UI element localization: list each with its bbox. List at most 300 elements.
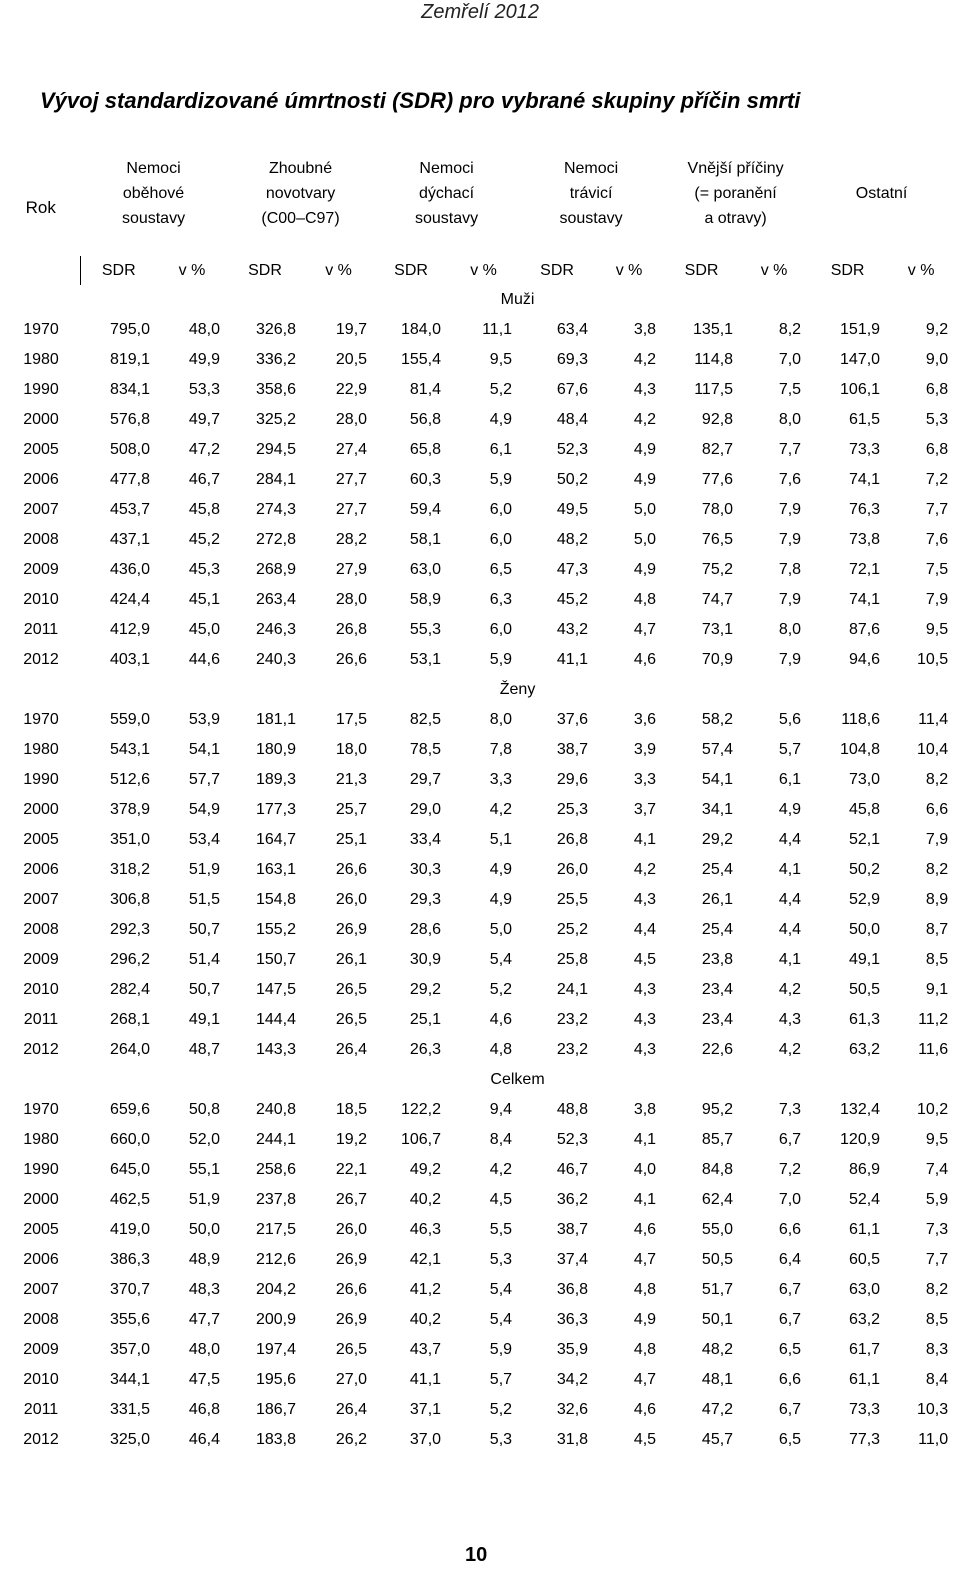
sdr-value: 122,2 bbox=[400, 1101, 442, 1118]
table-row bbox=[2, 315, 955, 345]
sdr-value: 61,1 bbox=[848, 1221, 881, 1238]
percent-value: 7,9 bbox=[925, 591, 949, 608]
sdr-value: 834,1 bbox=[109, 381, 150, 398]
category-label-line: soustavy bbox=[414, 209, 479, 227]
percent-value: 8,0 bbox=[778, 621, 802, 638]
percent-value: 8,4 bbox=[489, 1131, 513, 1148]
sdr-value: 42,1 bbox=[409, 1251, 442, 1268]
table-row bbox=[2, 405, 955, 435]
year-cell: 2008 bbox=[23, 1311, 59, 1328]
percent-value: 7,9 bbox=[778, 591, 802, 608]
table-row bbox=[2, 795, 955, 825]
table-row bbox=[2, 1395, 955, 1425]
percent-value: 11,0 bbox=[918, 1431, 949, 1448]
rok-label: Rok bbox=[25, 197, 56, 217]
table-row bbox=[2, 1425, 955, 1455]
percent-value: 27,9 bbox=[335, 561, 368, 578]
percent-value: 4,1 bbox=[633, 1131, 657, 1148]
sdr-value: 32,6 bbox=[556, 1401, 589, 1418]
sdr-value: 25,4 bbox=[701, 861, 734, 878]
sdr-value: 84,8 bbox=[701, 1161, 734, 1178]
sdr-value: 95,2 bbox=[701, 1101, 734, 1118]
percent-value: 3,8 bbox=[633, 1101, 657, 1118]
sdr-value: 351,0 bbox=[109, 831, 150, 848]
table-row bbox=[2, 1305, 955, 1335]
percent-value: 11,2 bbox=[918, 1011, 949, 1028]
percent-value: 46,4 bbox=[188, 1431, 221, 1448]
sdr-value: 212,6 bbox=[255, 1251, 297, 1268]
sdr-value: 52,4 bbox=[848, 1191, 881, 1208]
percent-value: 5,2 bbox=[489, 381, 513, 398]
sdr-value: 38,7 bbox=[556, 1221, 589, 1238]
sdr-value: 58,2 bbox=[701, 711, 734, 728]
year-cell: 1970 bbox=[23, 1101, 59, 1118]
year-cell: 2009 bbox=[23, 561, 59, 578]
sdr-value: 155,2 bbox=[255, 921, 297, 938]
percent-value: 48,0 bbox=[188, 1341, 221, 1358]
sdr-value: 29,2 bbox=[409, 981, 442, 998]
sdr-value: 31,8 bbox=[556, 1431, 589, 1448]
percent-value: 6,4 bbox=[778, 1251, 802, 1268]
sdr-value: 56,8 bbox=[409, 411, 442, 428]
percent-value: 19,2 bbox=[335, 1131, 368, 1148]
table-row bbox=[2, 1095, 955, 1125]
percent-value: 4,2 bbox=[778, 981, 802, 998]
sdr-value: 45,2 bbox=[556, 591, 589, 608]
sdr-value: 43,2 bbox=[556, 621, 589, 638]
percent-value: 6,0 bbox=[489, 621, 513, 638]
table-row bbox=[2, 615, 955, 645]
sdr-value: 512,6 bbox=[109, 771, 150, 788]
sdr-value: 197,4 bbox=[255, 1341, 297, 1358]
percent-value: 4,9 bbox=[633, 441, 657, 458]
sdr-value: 186,7 bbox=[255, 1401, 297, 1418]
category-label-line: Nemoci bbox=[419, 159, 474, 177]
sdr-value: 34,2 bbox=[556, 1371, 589, 1388]
percent-value: 7,9 bbox=[778, 501, 802, 518]
percent-value: 4,9 bbox=[489, 411, 513, 428]
percent-value: 17,5 bbox=[335, 711, 368, 728]
percent-value: 8,2 bbox=[925, 1281, 949, 1298]
percent-value: 48,0 bbox=[188, 321, 221, 338]
percent-value: 11,4 bbox=[918, 711, 949, 728]
sdr-value: 77,3 bbox=[848, 1431, 881, 1448]
percent-value: 4,9 bbox=[489, 891, 513, 908]
sdr-value: 296,2 bbox=[109, 951, 150, 968]
sdr-value: 164,7 bbox=[255, 831, 297, 848]
percent-value: 7,8 bbox=[489, 741, 513, 758]
year-cell: 2010 bbox=[23, 981, 59, 998]
percent-value: 4,2 bbox=[633, 411, 657, 428]
percent-value: 7,7 bbox=[925, 1251, 949, 1268]
table-row bbox=[2, 435, 955, 465]
sdr-value: 325,2 bbox=[255, 411, 297, 428]
sdr-value: 23,8 bbox=[701, 951, 734, 968]
year-cell: 1980 bbox=[23, 1131, 59, 1148]
sdr-value: 284,1 bbox=[255, 471, 297, 488]
percent-value: 53,3 bbox=[188, 381, 221, 398]
percent-value: 51,5 bbox=[188, 891, 221, 908]
percent-value: 45,0 bbox=[188, 621, 221, 638]
sdr-value: 268,1 bbox=[109, 1011, 150, 1028]
category-label-line: Nemoci bbox=[563, 159, 619, 177]
year-cell: 1970 bbox=[23, 711, 59, 728]
sdr-value: 61,1 bbox=[848, 1371, 881, 1388]
table-row bbox=[2, 345, 955, 375]
percent-value: 26,5 bbox=[335, 1011, 368, 1028]
sdr-value: 76,3 bbox=[848, 501, 881, 518]
percent-value: 10,4 bbox=[916, 741, 949, 758]
percent-value: 54,9 bbox=[188, 801, 221, 818]
percent-value: 52,0 bbox=[188, 1131, 221, 1148]
percent-value: 7,9 bbox=[925, 831, 949, 848]
category-label-line: a otravy) bbox=[704, 209, 767, 227]
table-row bbox=[2, 855, 955, 885]
percent-value: 5,0 bbox=[489, 921, 513, 938]
category-label-line: Zhoubné bbox=[268, 159, 333, 177]
sdr-value: 58,9 bbox=[409, 591, 442, 608]
sdr-value: 48,2 bbox=[701, 1341, 734, 1358]
percent-value: 10,2 bbox=[916, 1101, 949, 1118]
percent-value: 10,3 bbox=[916, 1401, 949, 1418]
percent-value: 20,5 bbox=[335, 351, 368, 368]
sdr-value: 23,2 bbox=[556, 1011, 589, 1028]
table-row bbox=[2, 885, 955, 915]
percent-value: 4,7 bbox=[633, 1371, 657, 1388]
table-row bbox=[2, 585, 955, 615]
sdr-value: 29,6 bbox=[556, 771, 589, 788]
percent-value: 45,1 bbox=[188, 591, 221, 608]
sdr-value: 358,6 bbox=[255, 381, 297, 398]
table-row bbox=[2, 945, 955, 975]
sdr-value: 54,1 bbox=[701, 771, 734, 788]
sdr-value: 49,2 bbox=[409, 1161, 442, 1178]
sdr-value: 419,0 bbox=[109, 1221, 150, 1238]
percent-value: 4,2 bbox=[489, 1161, 513, 1178]
category-label-line: oběhové bbox=[122, 184, 185, 202]
table-row bbox=[2, 1125, 955, 1155]
year-cell: 2008 bbox=[23, 531, 59, 548]
sdr-value: 37,4 bbox=[556, 1251, 589, 1268]
percent-value: 51,4 bbox=[188, 951, 221, 968]
sdr-value: 63,2 bbox=[848, 1311, 881, 1328]
sdr-value: 62,4 bbox=[701, 1191, 734, 1208]
sdr-value: 659,6 bbox=[109, 1101, 150, 1118]
percent-value: 26,1 bbox=[335, 951, 368, 968]
percent-subheader: v % bbox=[325, 261, 352, 279]
sdr-value: 183,8 bbox=[255, 1431, 297, 1448]
sdr-value: 77,6 bbox=[701, 471, 734, 488]
sdr-value: 63,4 bbox=[556, 321, 589, 338]
sdr-value: 378,9 bbox=[109, 801, 150, 818]
sdr-value: 25,8 bbox=[556, 951, 589, 968]
sdr-value: 61,3 bbox=[848, 1011, 881, 1028]
percent-value: 6,1 bbox=[489, 441, 513, 458]
sdr-value: 274,3 bbox=[255, 501, 297, 518]
percent-value: 22,1 bbox=[335, 1161, 368, 1178]
percent-value: 27,7 bbox=[335, 501, 368, 518]
sdr-value: 41,1 bbox=[409, 1371, 442, 1388]
percent-value: 50,8 bbox=[188, 1101, 221, 1118]
year-cell: 2012 bbox=[23, 651, 59, 668]
percent-value: 4,7 bbox=[633, 621, 657, 638]
sdr-value: 23,2 bbox=[556, 1041, 589, 1058]
percent-value: 26,9 bbox=[335, 1251, 368, 1268]
percent-subheader: v % bbox=[760, 261, 788, 279]
sdr-value: 30,9 bbox=[409, 951, 442, 968]
sdr-value: 74,1 bbox=[848, 591, 881, 608]
percent-value: 4,1 bbox=[778, 861, 802, 878]
sdr-value: 25,2 bbox=[556, 921, 589, 938]
percent-value: 3,3 bbox=[489, 771, 513, 788]
percent-value: 45,3 bbox=[188, 561, 221, 578]
sdr-value: 26,1 bbox=[701, 891, 734, 908]
sdr-value: 326,8 bbox=[255, 321, 297, 338]
sdr-value: 336,2 bbox=[255, 351, 297, 368]
percent-value: 4,3 bbox=[633, 981, 657, 998]
sdr-value: 282,4 bbox=[109, 981, 150, 998]
percent-value: 45,2 bbox=[188, 531, 221, 548]
sdr-value: 268,9 bbox=[255, 561, 297, 578]
percent-value: 4,3 bbox=[633, 381, 657, 398]
year-cell: 1980 bbox=[23, 351, 59, 368]
sdr-value: 73,1 bbox=[701, 621, 734, 638]
percent-value: 4,6 bbox=[489, 1011, 513, 1028]
percent-value: 5,3 bbox=[925, 411, 949, 428]
category-label-line: novotvary bbox=[265, 184, 336, 202]
percent-value: 28,2 bbox=[335, 531, 368, 548]
sdr-value: 106,1 bbox=[840, 381, 881, 398]
year-cell: 2011 bbox=[23, 621, 59, 638]
category-header bbox=[374, 130, 519, 256]
percent-value: 22,9 bbox=[335, 381, 368, 398]
percent-value: 5,7 bbox=[489, 1371, 513, 1388]
sdr-value: 355,6 bbox=[109, 1311, 150, 1328]
percent-value: 54,1 bbox=[188, 741, 221, 758]
sdr-value: 70,9 bbox=[701, 651, 734, 668]
percent-value: 8,2 bbox=[925, 861, 949, 878]
percent-value: 7,3 bbox=[778, 1101, 802, 1118]
percent-value: 8,2 bbox=[778, 321, 802, 338]
sdr-value: 244,1 bbox=[255, 1131, 297, 1148]
percent-value: 26,6 bbox=[335, 651, 368, 668]
year-cell: 1990 bbox=[23, 771, 59, 788]
sdr-value: 37,6 bbox=[556, 711, 589, 728]
percent-value: 8,5 bbox=[925, 1311, 949, 1328]
category-header bbox=[663, 130, 808, 256]
percent-value: 11,1 bbox=[482, 321, 513, 338]
sdr-value: 508,0 bbox=[109, 441, 150, 458]
sdr-value: 51,7 bbox=[701, 1281, 734, 1298]
category-label-line: soustavy bbox=[559, 209, 623, 227]
sdr-value: 26,0 bbox=[556, 861, 589, 878]
sdr-value: 92,8 bbox=[701, 411, 734, 428]
percent-value: 9,0 bbox=[925, 351, 949, 368]
sdr-value: 28,6 bbox=[409, 921, 442, 938]
percent-value: 4,9 bbox=[633, 561, 657, 578]
sdr-value: 462,5 bbox=[109, 1191, 150, 1208]
sdr-value: 25,3 bbox=[556, 801, 589, 818]
percent-value: 25,1 bbox=[335, 831, 368, 848]
percent-value: 51,9 bbox=[188, 861, 221, 878]
year-cell: 2007 bbox=[23, 501, 59, 518]
sdr-value: 163,1 bbox=[255, 861, 297, 878]
table-row bbox=[2, 495, 955, 525]
percent-value: 50,0 bbox=[188, 1221, 221, 1238]
sdr-value: 795,0 bbox=[109, 321, 150, 338]
table-row bbox=[2, 555, 955, 585]
table-row bbox=[2, 1035, 955, 1065]
sdr-value: 645,0 bbox=[109, 1161, 150, 1178]
percent-value: 18,5 bbox=[335, 1101, 368, 1118]
percent-value: 3,7 bbox=[633, 801, 657, 818]
sdr-value: 73,3 bbox=[848, 1401, 881, 1418]
table-row bbox=[2, 825, 955, 855]
sdr-value: 189,3 bbox=[255, 771, 297, 788]
percent-value: 4,6 bbox=[633, 1221, 657, 1238]
percent-value: 46,8 bbox=[188, 1401, 221, 1418]
table-row bbox=[2, 705, 955, 735]
year-cell: 2008 bbox=[23, 921, 59, 938]
percent-value: 5,4 bbox=[489, 1281, 513, 1298]
percent-value: 7,7 bbox=[778, 441, 802, 458]
percent-value: 7,2 bbox=[778, 1161, 802, 1178]
percent-value: 7,3 bbox=[925, 1221, 949, 1238]
percent-value: 4,5 bbox=[489, 1191, 513, 1208]
sdr-value: 181,1 bbox=[255, 711, 297, 728]
percent-value: 6,7 bbox=[778, 1311, 802, 1328]
percent-value: 26,5 bbox=[335, 981, 368, 998]
sdr-value: 819,1 bbox=[109, 351, 150, 368]
sdr-value: 424,4 bbox=[109, 591, 150, 608]
percent-value: 18,0 bbox=[335, 741, 368, 758]
percent-value: 8,3 bbox=[925, 1341, 949, 1358]
category-header bbox=[519, 130, 663, 256]
percent-value: 26,9 bbox=[335, 921, 368, 938]
percent-value: 6,7 bbox=[778, 1401, 802, 1418]
sdr-value: 147,0 bbox=[840, 351, 881, 368]
sdr-value: 412,9 bbox=[109, 621, 150, 638]
sdr-value: 50,2 bbox=[556, 471, 589, 488]
percent-value: 11,6 bbox=[918, 1041, 949, 1058]
percent-value: 4,6 bbox=[633, 1401, 657, 1418]
sdr-value: 50,1 bbox=[701, 1311, 734, 1328]
year-cell: 2000 bbox=[23, 1191, 59, 1208]
sdr-value: 52,1 bbox=[848, 831, 881, 848]
sdr-value: 559,0 bbox=[109, 711, 150, 728]
percent-value: 9,2 bbox=[925, 321, 949, 338]
sdr-value: 81,4 bbox=[409, 381, 442, 398]
sdr-value: 150,7 bbox=[255, 951, 297, 968]
percent-value: 3,9 bbox=[633, 741, 657, 758]
sdr-value: 63,0 bbox=[409, 561, 442, 578]
percent-value: 4,2 bbox=[489, 801, 513, 818]
sdr-subheader: SDR bbox=[540, 261, 574, 279]
percent-value: 26,4 bbox=[335, 1401, 368, 1418]
sdr-value: 132,4 bbox=[840, 1101, 881, 1118]
percent-value: 7,6 bbox=[925, 531, 949, 548]
year-cell: 1970 bbox=[23, 321, 59, 338]
section-header-row bbox=[2, 675, 955, 705]
percent-value: 8,9 bbox=[925, 891, 949, 908]
percent-value: 4,2 bbox=[633, 351, 657, 368]
percent-value: 47,7 bbox=[188, 1311, 221, 1328]
year-cell: 2005 bbox=[23, 1221, 59, 1238]
percent-value: 6,6 bbox=[778, 1221, 802, 1238]
sdr-value: 52,9 bbox=[848, 891, 881, 908]
percent-value: 7,5 bbox=[778, 381, 802, 398]
sdr-value: 237,8 bbox=[255, 1191, 297, 1208]
percent-value: 4,6 bbox=[633, 651, 657, 668]
percent-value: 7,0 bbox=[778, 351, 802, 368]
sdr-value: 36,8 bbox=[556, 1281, 589, 1298]
sdr-value: 29,3 bbox=[409, 891, 442, 908]
percent-subheader: v % bbox=[907, 261, 935, 279]
percent-value: 5,2 bbox=[489, 981, 513, 998]
table-row bbox=[2, 1215, 955, 1245]
sdr-value: 240,3 bbox=[255, 651, 297, 668]
year-cell: 2012 bbox=[23, 1431, 59, 1448]
sdr-value: 306,8 bbox=[109, 891, 150, 908]
percent-value: 7,9 bbox=[778, 651, 802, 668]
sdr-value: 543,1 bbox=[109, 741, 150, 758]
sdr-value: 292,3 bbox=[109, 921, 150, 938]
sdr-value: 48,4 bbox=[556, 411, 589, 428]
percent-value: 46,7 bbox=[188, 471, 221, 488]
sdr-value: 61,7 bbox=[848, 1341, 881, 1358]
sdr-value: 41,1 bbox=[556, 651, 589, 668]
sdr-value: 78,0 bbox=[701, 501, 734, 518]
percent-value: 4,8 bbox=[633, 1341, 657, 1358]
percent-value: 25,7 bbox=[335, 801, 368, 818]
sdr-value: 195,6 bbox=[255, 1371, 297, 1388]
year-spacer bbox=[2, 1065, 80, 1095]
percent-value: 3,6 bbox=[633, 711, 657, 728]
sdr-value: 40,2 bbox=[409, 1191, 442, 1208]
sdr-value: 258,6 bbox=[255, 1161, 297, 1178]
sdr-value: 86,9 bbox=[848, 1161, 881, 1178]
percent-value: 6,0 bbox=[489, 531, 513, 548]
percent-value: 4,7 bbox=[633, 1251, 657, 1268]
percent-value: 9,4 bbox=[489, 1101, 513, 1118]
percent-value: 5,9 bbox=[489, 471, 513, 488]
sdr-value: 147,5 bbox=[255, 981, 297, 998]
year-cell: 2007 bbox=[23, 1281, 59, 1298]
percent-value: 5,3 bbox=[489, 1431, 513, 1448]
percent-value: 5,4 bbox=[489, 1311, 513, 1328]
sdr-value: 73,0 bbox=[848, 771, 881, 788]
percent-value: 5,0 bbox=[633, 531, 657, 548]
sdr-value: 246,3 bbox=[255, 621, 297, 638]
table-row bbox=[2, 735, 955, 765]
percent-value: 44,6 bbox=[188, 651, 221, 668]
sdr-value: 50,2 bbox=[848, 861, 881, 878]
percent-value: 6,6 bbox=[778, 1371, 802, 1388]
year-cell: 2012 bbox=[23, 1041, 59, 1058]
percent-value: 8,5 bbox=[925, 951, 949, 968]
sdr-value: 437,1 bbox=[109, 531, 150, 548]
percent-value: 19,7 bbox=[335, 321, 368, 338]
percent-value: 5,4 bbox=[489, 951, 513, 968]
sdr-value: 135,1 bbox=[693, 321, 734, 338]
percent-value: 50,7 bbox=[188, 921, 221, 938]
percent-value: 49,1 bbox=[188, 1011, 221, 1028]
rok-header bbox=[2, 130, 80, 285]
percent-value: 7,9 bbox=[778, 531, 802, 548]
percent-value: 8,4 bbox=[925, 1371, 949, 1388]
category-label-line: Nemoci bbox=[126, 159, 181, 177]
percent-value: 6,0 bbox=[489, 501, 513, 518]
